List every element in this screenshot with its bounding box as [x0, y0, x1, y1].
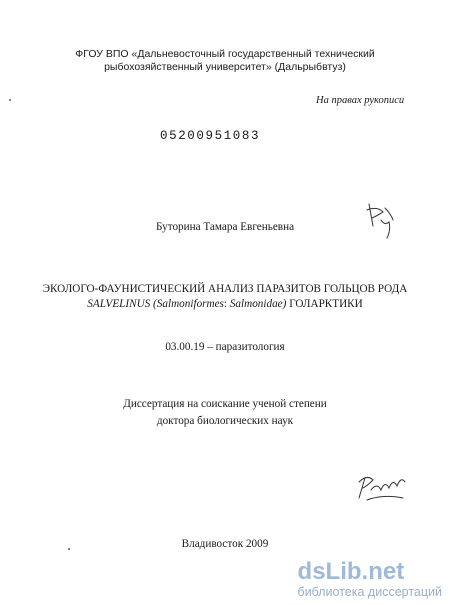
watermark-subtitle: библиотека диссертаций: [297, 585, 442, 599]
degree-line-2: доктора биологических наук: [156, 415, 294, 427]
signature-mark-bottom: [355, 468, 411, 508]
title-separator: :: [223, 298, 230, 310]
title-family: Salmonidae): [229, 298, 287, 310]
place-year: Владивосток 2009: [181, 538, 269, 550]
watermark-logo: dsLib.net: [297, 558, 405, 585]
title-line-1: ЭКОЛОГО-ФАУНИСТИЧЕСКИЙ АНАЛИЗ ПАРАЗИТОВ ГОЛЬЦОВ РОДА: [42, 283, 408, 295]
institution-line-2: рыбохозяйственный университет» (Дальрыбвтуз): [104, 61, 346, 73]
manuscript-note: На правах рукописи: [316, 95, 405, 106]
scan-speck: [68, 548, 70, 550]
scan-speck: [9, 99, 11, 101]
watermark: [298, 560, 442, 599]
title-genus: SALVELINUS (Salmoniformes: [87, 298, 224, 310]
author-name: Буторина Тамара Евгеньевна: [155, 221, 295, 233]
title-line-2: [0, 298, 450, 310]
signature-mark-top: [363, 196, 399, 242]
degree-line-1: Диссертация на соискание ученой степени: [123, 398, 327, 410]
title-region: ГОЛАРКТИКИ: [286, 298, 363, 310]
registration-number: 05200951083: [160, 129, 261, 143]
institution-line-1: ФГОУ ВПО «Дальневосточный государственный технический: [75, 48, 375, 60]
specialty: 03.00.19 – паразитология: [165, 341, 285, 353]
